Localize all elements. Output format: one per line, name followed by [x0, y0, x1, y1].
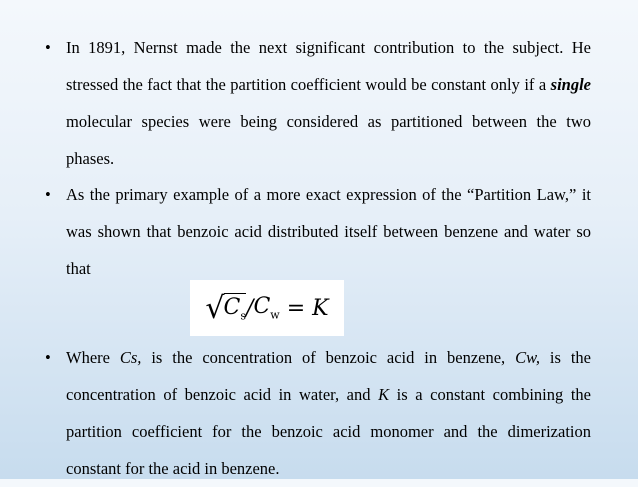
bullet-marker: • — [45, 185, 51, 204]
bullet-marker: • — [45, 348, 51, 367]
formula-image — [190, 280, 344, 336]
bullet-partition-law — [45, 176, 591, 287]
formula-equals: = — [286, 295, 306, 321]
formula-rhs: K — [312, 295, 329, 321]
formula-numerator: $C_s$ — [223, 295, 247, 323]
bullet-definitions — [45, 339, 591, 487]
bullet-text: As the primary example of a more exact expression of the “Partition Law,” it was shown that benzoic acid distributed itself between benzene and water so that — [66, 185, 591, 278]
var-k: K — [378, 385, 390, 404]
bullet-marker: • — [45, 38, 51, 57]
var-cw: Cw, — [515, 348, 541, 367]
formula-slash: / — [246, 295, 254, 321]
bullet-nernst — [45, 29, 591, 177]
bullet-text: In 1891, Nernst made the next significant contribution to the subject. He stressed the fact that the partition coefficient would be constant only if a single molecular species were being considered as partitioned between the two phases. — [66, 38, 591, 168]
bullet-text: Where Cs, is the concentration of benzoic acid in benzene, Cw, is the concentration of benzoic acid in water, and K is a constant combining the partition coefficient for the benzoic acid monomer and the dimerization constant for the acid in benzene. — [66, 348, 591, 478]
formula-denominator: $C_w$ — [253, 294, 280, 322]
radical-sign: √ — [205, 290, 225, 326]
emphasis-single: single — [550, 75, 591, 94]
var-cs: Cs, — [119, 348, 142, 367]
